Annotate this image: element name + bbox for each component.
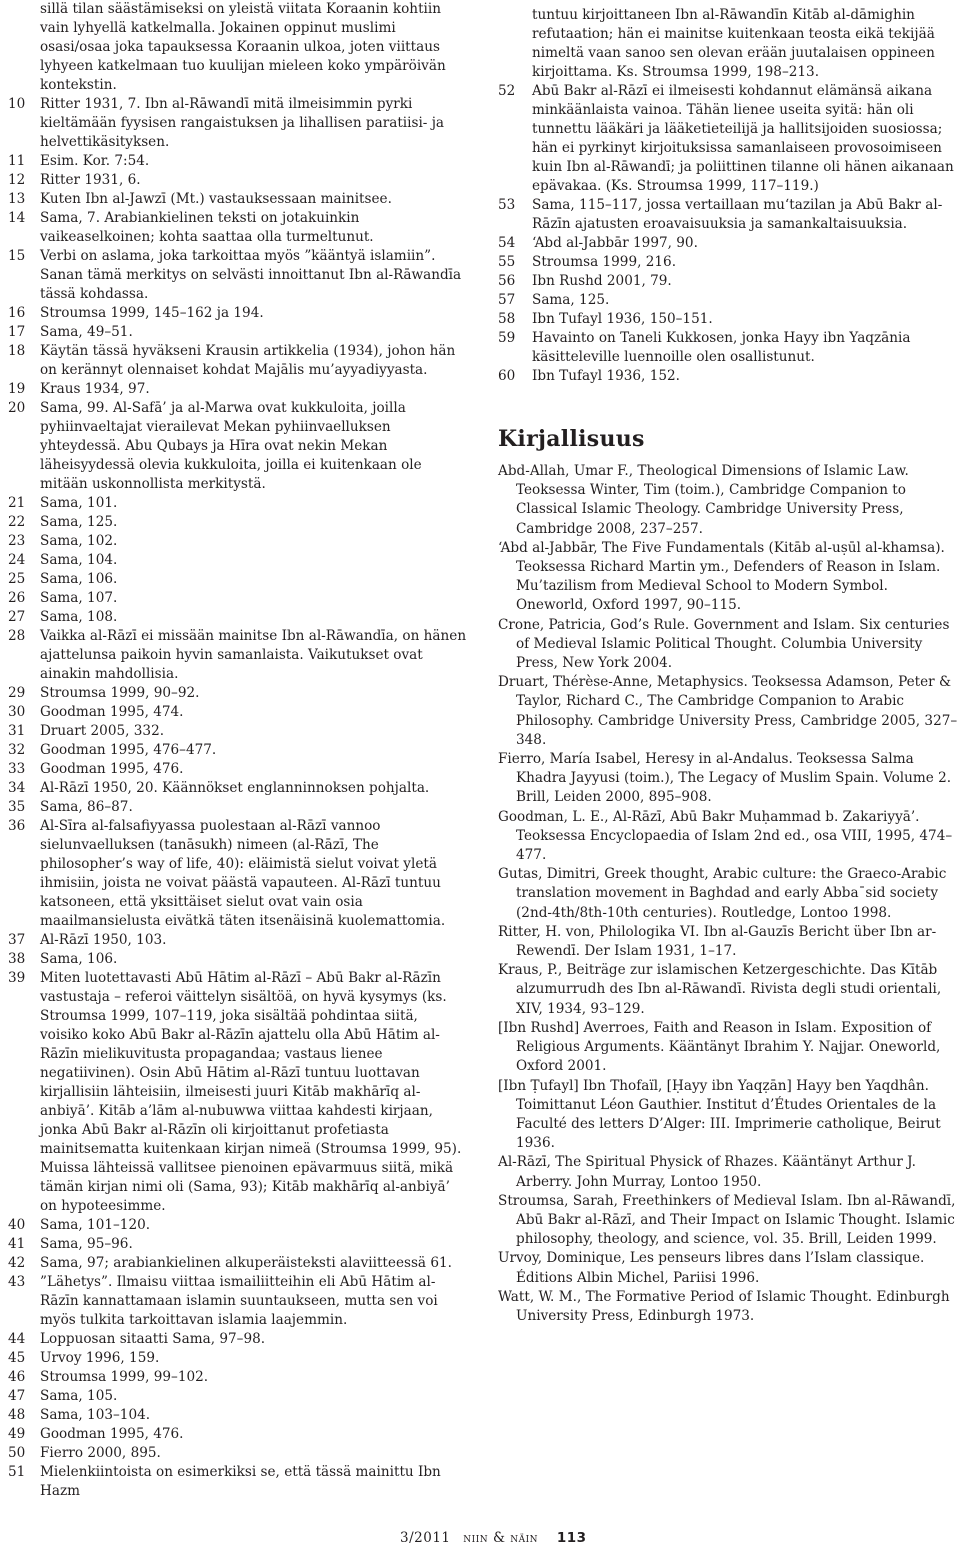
right-column [498, 6, 960, 1326]
bibliography-entry: ‘Abd al-Jabbār, The Five Fundamentals (Kitāb al-uṣūl al-khamsa). Teoksessa Richard Martin ym., Defenders of Reason in Islam. Mu’tazilism from Medieval School to Modern Symbol. Oneworld, Oxford 1997, 90–115. [498, 539, 945, 614]
footnote [498, 253, 960, 272]
footnote [8, 304, 468, 323]
footnote-number: 52 [498, 83, 516, 99]
footnote-number: 14 [8, 210, 26, 226]
footnote [8, 95, 468, 152]
bibliography-heading: Kirjallisuus [498, 426, 645, 452]
footnote-text: Loppuosan sitaatti Sama, 97–98. [40, 1331, 266, 1347]
footnote-text: Sama, 104. [40, 552, 118, 568]
footnote [8, 380, 468, 399]
footnote-number: 27 [8, 609, 26, 625]
footnote-number: 21 [8, 495, 26, 511]
footnote-text: Sama, 95–96. [40, 1236, 133, 1252]
footnote [8, 209, 468, 247]
footnote-text: Ibn Tufayl 1936, 150–151. [532, 311, 713, 327]
footnote [498, 329, 960, 367]
footnote [8, 1330, 468, 1349]
footnote [8, 1273, 468, 1330]
footnote-number: 32 [8, 742, 26, 758]
bibliography-entry: Crone, Patricia, God’s Rule. Government and Islam. Six centuries of Medieval Islamic Political Thought. Columbia University Press, New York 2004. [498, 616, 950, 672]
bibliography-entry: [Ibn Ṭufayl] Ibn Thofaïl, [Ḥayy ibn Yaqẓān] Hayy ben Yaqdhân. Toimittanut Léon Gauthier. Institut d’Études Orientales de la Faculté des letters D’Alger: III. Imprimerie catholique, Beirut 1936. [498, 1077, 941, 1152]
footnote [8, 342, 468, 380]
footnote [8, 570, 468, 589]
continued-note-text-right: tuntuu kirjoittaneen Ibn al-Rāwandīn Kitāb al-dāmighin refutaation; hän ei mainitse kuitenkaan teosta eikä tekijää nimeltä vaan sanoo sen olevan erään juutalaisen oppineen kirjoittama. Ks. Stroumsa 1999, 198–213. [532, 7, 935, 80]
footnote-number: 51 [8, 1464, 26, 1480]
footnote [8, 551, 468, 570]
footnote-number: 26 [8, 590, 26, 606]
footnote-number: 45 [8, 1350, 26, 1366]
footnote-number: 25 [8, 571, 26, 587]
page-number: 113 [556, 1530, 587, 1546]
bibliography-entry: Al-Rāzī, The Spiritual Physick of Rhazes. Kääntänyt Arthur J. Arberry. John Murray, Lontoo 1950. [498, 1154, 916, 1190]
footnote-text: Druart 2005, 332. [40, 723, 165, 739]
bibliography-entry: Ritter, H. von, Philologika VI. Ibn al-Gauzīs Bericht über Ibn ar-Rewendī. Der Islam 1931, 1–17. [498, 923, 937, 960]
footnote [8, 722, 468, 741]
footnote-text: Sama, 101. [40, 495, 118, 511]
footnote-text: Abū Bakr al-Rāzī ei ilmeisesti kohdannut elämänsä aikana minkäänlaista vainoa. Tähän lienee useita syitä: hän oli tunnettu lääkäri ja lääketieteilijä ja hallitsijoiden suosiossa; hän ei pyrkinyt kirjoituksissa samanlaiseen provosoimiseen kuin Ibn al-Rāwandī; ja poliittinen tilanne oli hänen aikanaan epävakaa. (Ks. Stroumsa 1999, 117–119.) [532, 83, 954, 194]
footnote [8, 703, 468, 722]
footnote [8, 532, 468, 551]
footnote [8, 1463, 468, 1501]
footnote-number: 40 [8, 1217, 26, 1233]
footnote [8, 247, 468, 304]
footnote-number: 35 [8, 799, 26, 815]
footnote-number: 56 [498, 273, 516, 289]
bibliography-entry: Abd-Allah, Umar F., Theological Dimensions of Islamic Law. Teoksessa Winter, Tim (toim.), Cambridge Companion to Classical Islamic Theology. Cambridge University Press, Cambridge 2008, 237–257. [498, 463, 909, 537]
footnote [8, 1349, 468, 1368]
footnote-text: Ritter 1931, 6. [40, 172, 141, 188]
footnote [498, 82, 960, 196]
footnote-text: Sama, 107. [40, 590, 118, 606]
footnote [498, 367, 960, 386]
footnote-text: Sama, 7. Arabiankielinen teksti on jotakuinkin vaikeaselkoinen; kohta saattaa olla turmeltunut. [40, 210, 374, 245]
footnote [8, 1387, 468, 1406]
footnote-number: 24 [8, 552, 26, 568]
footnote-text: Fierro 2000, 895. [40, 1445, 161, 1461]
footnote-text: Kuten Ibn al-Jawzī (Mt.) vastauksessaan mainitsee. [40, 191, 392, 207]
footnote [8, 190, 468, 209]
footnote [8, 152, 468, 171]
footnote-list-right [498, 82, 960, 386]
footnote-text: Sama, 97; arabiankielinen alkuperäisteksti alaviitteessä 61. [40, 1255, 452, 1271]
footnote [8, 760, 468, 779]
footnote-text: ‘Abd al-Jabbār 1997, 90. [532, 235, 698, 251]
footnote-number: 34 [8, 780, 26, 796]
footnote-number: 48 [8, 1407, 26, 1423]
footnote-text: Sama, 108. [40, 609, 118, 625]
footnote-number: 60 [498, 368, 516, 384]
footnote-text: Käytän tässä hyväkseni Krausin artikkelia (1934), johon hän on kerännyt olennaiset kohdat Majālis mu’ayyadiyyasta. [40, 343, 456, 378]
footnote [8, 741, 468, 760]
footnote-text: Stroumsa 1999, 90–92. [40, 685, 200, 701]
footnote-list-left [8, 95, 468, 1501]
continued-note-text: sillä tilan säästämiseksi on yleistä viitata Koraanin kohtiin vain lyhyellä katkelmalla. Jokainen oppinut muslimi osasi/osaa joka tapauksessa Koraanin ulkoa, joten viittaus lyhyeen katkelmaan tuo kuulijan mieleen koko ympäröivän kontekstin. [40, 1, 446, 93]
footnote-text: Sama, 106. [40, 951, 118, 967]
footnote-number: 10 [8, 96, 26, 112]
footnote [498, 196, 960, 234]
footnote-number: 16 [8, 305, 26, 321]
bibliography-entry: Gutas, Dimitri, Greek thought, Arabic culture: the Graeco-Arabic translation movement in Baghdad and early Abba¯sid society (2nd-4th/8th-10th centuries). Routledge, Lontoo 1998. [498, 866, 947, 921]
footnote-text: Sama, 86–87. [40, 799, 133, 815]
footnote [8, 969, 468, 1216]
footnote [8, 1444, 468, 1463]
footnote-text: Sama, 101–120. [40, 1217, 151, 1233]
footnote-text: Sama, 103–104. [40, 1407, 151, 1423]
footnote-text: Sama, 106. [40, 571, 118, 587]
footnote-number: 49 [8, 1426, 26, 1442]
bibliography-entry: Stroumsa, Sarah, Freethinkers of Medieval Islam. Ibn al-Rāwandī, Abū Bakr al-Rāzī, and Their Impact on Islamic Thought. Islamic philosophy, theology, and science, vol. 35. Brill, Leiden 1999. [498, 1192, 956, 1248]
footnote [8, 1406, 468, 1425]
footnote-number: 28 [8, 628, 26, 644]
footnote-number: 41 [8, 1236, 26, 1252]
journal-name: niin & näin [463, 1530, 539, 1546]
footnote [8, 323, 468, 342]
footnote-number: 22 [8, 514, 26, 530]
footnote [8, 817, 468, 931]
bibliography-entry: Urvoy, Dominique, Les penseurs libres dans l’Islam classique. Éditions Albin Michel, Pariisi 1996. [498, 1250, 925, 1286]
footnote [8, 1425, 468, 1444]
footnote-text: Al-Sīra al-falsafiyyassa puolestaan al-Rāzī vannoo sielunvaelluksen (tanāsukh) nimeen (al-Rāzī, The philosopher’s way of life, 40): eläimistä sielut voivat yletä ihmisiin, joista ne voivat päästä vapauteen. Al-Rāzī tuntuu katsoneen, että yksittäiset sielut ovat vain osia maailmansielusta eivätkä täten itsenäisinä kuolemattomia. [40, 818, 446, 929]
footnote-text: Sama, 125. [532, 292, 610, 308]
footnote-number: 19 [8, 381, 26, 397]
footnote-number: 29 [8, 685, 26, 701]
footnote-text: Sama, 115–117, jossa vertaillaan mu‘tazilan ja Abū Bakr al-Rāzīn ajatusten eroavaisuuksia ja samankaltaisuuksia. [532, 197, 943, 232]
footnote-number: 18 [8, 343, 26, 359]
footnote-number: 12 [8, 172, 26, 188]
bibliography-entry: Goodman, L. E., Al-Rāzī, Abū Bakr Muḥammad b. Zakariyyā’. Teoksessa Encyclopaedia of Islam 2nd ed., osa VIII, 1995, 474–477. [498, 808, 953, 864]
footnote-number: 58 [498, 311, 516, 327]
footnote [8, 399, 468, 494]
footnote-text: Kraus 1934, 97. [40, 381, 150, 397]
footnote [8, 171, 468, 190]
footnote [8, 513, 468, 532]
footnote-text: Goodman 1995, 476. [40, 1426, 184, 1442]
footnote-text: Goodman 1995, 474. [40, 704, 184, 720]
footnote-number: 36 [8, 818, 26, 834]
bibliography-entry: [Ibn Rushd] Averroes, Faith and Reason in Islam. Exposition of Religious Arguments. Kääntänyt Ibrahim Y. Najjar. Oneworld, Oxford 2001. [498, 1019, 941, 1075]
footnote-number: 37 [8, 932, 26, 948]
bibliography-entry: Kraus, P., Beiträge zur islamischen Ketzergeschichte. Das Kītāb alzumurrudh des Ibn al-Rāwandī. Rivista degli studi orientali, XIV, 1934, 93–129. [498, 962, 942, 1017]
footnote-text: Mielenkiintoista on esimerkiksi se, että tässä mainittu Ibn Hazm [40, 1464, 441, 1499]
bibliography-entry: Druart, Thérèse-Anne, Metaphysics. Teoksessa Adamson, Peter & Taylor, Richard C., The Cambridge Companion to Arabic Philosophy. Cambridge University Press, Cambridge 2005, 327–348. [498, 674, 958, 748]
footnote-number: 17 [8, 324, 26, 340]
footnote-text: Stroumsa 1999, 216. [532, 254, 677, 270]
footnote-number: 47 [8, 1388, 26, 1404]
footnote-text: Ritter 1931, 7. Ibn al-Rāwandī mitä ilmeisimmin pyrki kieltämään fyysisen rangaistuksen ja lihallisen paratiisi- ja helvettikäsityksen. [40, 96, 445, 150]
footnote-number: 46 [8, 1369, 26, 1385]
footnote-text: ”Lähetys”. Ilmaisu viittaa ismailiitteihin eli Abū Hātim al-Rāzīn kannattamaan islamin suuntaukseen, mutta sen voi myös tulkita tarkoittavan islamia laajemmin. [40, 1274, 438, 1328]
footnote [498, 310, 960, 329]
footnote-number: 55 [498, 254, 516, 270]
footnote-text: Sama, 49–51. [40, 324, 133, 340]
footnote [498, 291, 960, 310]
footnote-number: 15 [8, 248, 26, 264]
page-footer [400, 1530, 587, 1546]
footnote-number: 11 [8, 153, 26, 169]
footnote-number: 23 [8, 533, 26, 549]
footnote [8, 627, 468, 684]
footnote-number: 54 [498, 235, 516, 251]
footnote-number: 30 [8, 704, 26, 720]
footnote [8, 779, 468, 798]
footnote-text: Sama, 105. [40, 1388, 118, 1404]
footnote-text: Urvoy 1996, 159. [40, 1350, 160, 1366]
footnote-text: Stroumsa 1999, 145–162 ja 194. [40, 305, 264, 321]
footnote-number: 53 [498, 197, 516, 213]
footnote [8, 1254, 468, 1273]
issue-number: 3/2011 [400, 1530, 451, 1546]
footnote [8, 798, 468, 817]
footnote-text: Verbi on aslama, joka tarkoittaa myös ”kääntyä islamiin”. Sanan tämä merkitys on selvästi innoittanut Ibn al-Rāwandīa tässä kohdassa. [40, 248, 462, 302]
bibliography-entry: Watt, W. M., The Formative Period of Islamic Thought. Edinburgh University Press, Edinburgh 1973. [498, 1288, 950, 1324]
footnote-text: Havainto on Taneli Kukkosen, jonka Hayy ibn Yaqzānia käsitteleville luennoille olen osallistunut. [532, 330, 911, 365]
footnote-number: 57 [498, 292, 516, 308]
bibliography-entry: Fierro, María Isabel, Heresy in al-Andalus. Teoksessa Salma Khadra Jayyusi (toim.), The Legacy of Muslim Spain. Volume 2. Brill, Leiden 2000, 895–908. [498, 751, 952, 806]
footnote-text: Miten luotettavasti Abū Hātim al-Rāzī – Abū Bakr al-Rāzīn vastustaja – referoi väittelyn sisältöä, on hyvä kysymys (ks. Stroumsa 1999, 107–119, joka sisältää pohdintaa siitä, voisiko koko Abū Bakr al-Rāzīn ajattelu olla Abū Hātim al-Rāzīn mielikuvitusta propagandaa; vastaus lienee negatiivinen). Osin Abū Hātim al-Rāzī tuntuu luottavan kirjallisiin lähteisiin, ilmeisesti juuri Kitāb makhārīq al-anbiyā’. Kitāb a’lām al-nubuwwa viittaa kahdesti kirjaan, jonka Abū Bakr al-Rāzīn oli kirjoittanut profetiasta mainitsematta kuitenkaan kirjan nimeä (Stroumsa 1999, 95). Muissa lähteissä vallitsee pienoinen epävarmuus siitä, mikä tämän kirjan nimi oli (Sama, 93); Kitāb makhārīq al-anbiyā’ on hypoteesimme. [40, 970, 462, 1214]
left-column [8, 0, 468, 1501]
footnote-number: 44 [8, 1331, 26, 1347]
footnote-number: 38 [8, 951, 26, 967]
footnote-text: Ibn Rushd 2001, 79. [532, 273, 672, 289]
footnote-text: Esim. Kor. 7:54. [40, 153, 150, 169]
footnote [8, 494, 468, 513]
footnote [8, 1216, 468, 1235]
footnote [498, 234, 960, 253]
footnote [8, 608, 468, 627]
footnote-text: Stroumsa 1999, 99–102. [40, 1369, 209, 1385]
footnote-text: Sama, 99. Al-Safā’ ja al-Marwa ovat kukkuloita, joilla pyhiinvaeltajat vierailevat Mekan pyhiinvaelluksen yhteydessä. Abu Qubays ja Hīra ovat nekin Mekan läheisyydessä olevia kukkuloita, joilla ei kuitenkaan ole mitään uskonnollista merkitystä. [40, 400, 422, 492]
footnote-text: Al-Rāzī 1950, 20. Käännökset englanninnoksen pohjalta. [40, 780, 430, 796]
bibliography-list [498, 462, 960, 1326]
footnote-text: Al-Rāzī 1950, 103. [40, 932, 167, 948]
footnote [8, 931, 468, 950]
footnote [8, 684, 468, 703]
footnote-number: 43 [8, 1274, 26, 1290]
footnote-text: Goodman 1995, 476–477. [40, 742, 217, 758]
footnote-text: Vaikka al-Rāzī ei missään mainitse Ibn al-Rāwandīa, on hänen ajattelunsa paikoin hyvin samanlaista. Vaikutukset ovat ainakin mahdollisia. [40, 628, 467, 682]
footnote [8, 589, 468, 608]
footnote-number: 33 [8, 761, 26, 777]
footnote [8, 1368, 468, 1387]
footnote [498, 272, 960, 291]
footnote-number: 59 [498, 330, 516, 346]
footnote-number: 31 [8, 723, 26, 739]
footnote-text: Sama, 102. [40, 533, 118, 549]
footnote-number: 50 [8, 1445, 26, 1461]
footnote-number: 42 [8, 1255, 26, 1271]
footnote [8, 1235, 468, 1254]
footnote-text: Ibn Tufayl 1936, 152. [532, 368, 680, 384]
footnote-text: Goodman 1995, 476. [40, 761, 184, 777]
footnote-text: Sama, 125. [40, 514, 118, 530]
footnote [8, 950, 468, 969]
footnote-number: 20 [8, 400, 26, 416]
footnote-number: 13 [8, 191, 26, 207]
footnote-number: 39 [8, 970, 26, 986]
